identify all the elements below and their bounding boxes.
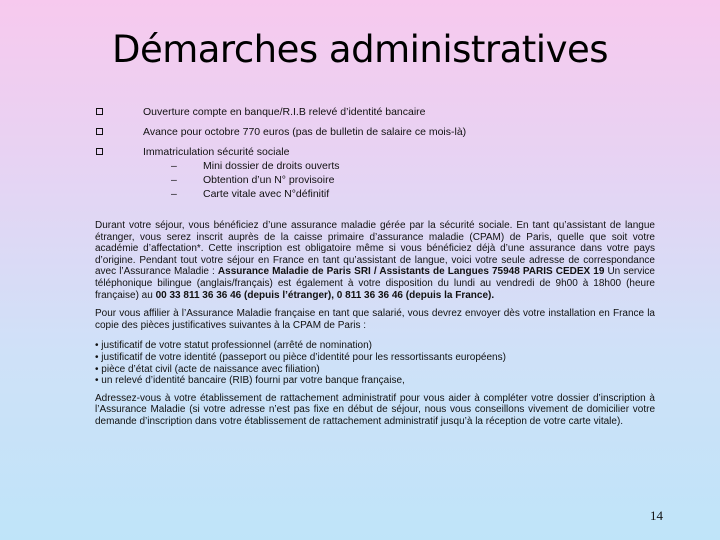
- cpam-address: Assurance Maladie de Paris SRI / Assistants de Langues 75948 PARIS CEDEX 19: [217, 266, 605, 278]
- page-number: 14: [650, 508, 663, 523]
- dash-bullet: –: [171, 160, 177, 172]
- checklist-item-label: Avance pour octobre 770 euros (pas de bulletin de salaire ce mois-là): [143, 126, 467, 138]
- checklist-item-social-security: [96, 146, 656, 159]
- list-item: • justificatif de votre identité (passeport ou pièce d’identité pour les ressortissants européens): [95, 351, 506, 363]
- guidance-paragraph: Adressez-vous à votre établissement de rattachement administratif pour vous aider à compléter votre dossier d’inscription à l’Assurance Maladie (si votre adresse n’est pas fixe en début de séjour, nous vous conseillons vivement de domicilier votre demande d’inscription dans votre établissement de rattachement administratif jusqu’à la réception de votre carte vitale).: [95, 392, 655, 427]
- checklist-item-advance: [96, 126, 656, 139]
- sub-item-label: Obtention d’un N° provisoire: [203, 174, 335, 186]
- page-title: Démarches administratives: [111, 28, 609, 71]
- list-item: • un relevé d’identité bancaire (RIB) fourni par votre banque française,: [95, 375, 405, 387]
- checkbox-bullet-icon: [96, 108, 103, 115]
- phone-numbers: 00 33 811 36 36 46 (depuis l’étranger), 0 811 36 36 46 (depuis la France).: [155, 289, 495, 301]
- sub-item: [96, 187, 656, 201]
- affiliation-paragraph: Pour vous affilier à l’Assurance Maladie française en tant que salarié, vous devrez envoyer dès votre installation en France la copie des pièces justificatives suivantes à la CPAM de Paris :: [95, 308, 655, 331]
- body-text: [95, 220, 655, 428]
- list-item: • pièce d’état civil (acte de naissance avec filiation): [95, 363, 320, 375]
- sub-item-label: Mini dossier de droits ouverts: [203, 160, 340, 172]
- checklist: [96, 106, 656, 201]
- checkbox-bullet-icon: [96, 148, 103, 155]
- checklist-item-bank: [96, 106, 656, 119]
- dash-bullet: –: [171, 174, 177, 186]
- checklist-item-label: Ouverture compte en banque/R.I.B relevé d’identité bancaire: [143, 106, 426, 118]
- dash-bullet: –: [171, 188, 177, 200]
- list-item: • justificatif de votre statut professionnel (arrêté de nomination): [95, 340, 372, 352]
- sub-item-label: Carte vitale avec N°définitif: [203, 188, 330, 200]
- sub-item: [96, 173, 656, 187]
- checklist-item-label: Immatriculation sécurité sociale: [143, 146, 290, 158]
- documents-list: [95, 340, 655, 386]
- sub-item: [96, 159, 656, 173]
- insurance-paragraph: Durant votre séjour, vous bénéficiez d’une assurance maladie gérée par la sécurité sociale. En tant qu’assistant de langue étranger, vous serez inscrit auprès de la caisse primaire d’assurance maladie (CPAM) de Paris, quelle que soit votre académie d’affectation*. Cette inscription est obligatoire même si vous bénéficiez déjà d’une assurance dans votre pays d’origine. Pendant tout votre séjour en France en tant qu’assistant de langue, voici votre seule adresse de correspondance avec l’Assurance Maladie : Assurance Maladie de Paris SRI / Assistants de Langues 75948 PARIS CEDEX 19 Un service téléphonique bilingue (anglais/français) est également à votre disposition du lundi au vendredi de 9h00 à 18h00 (heure française) au 00 33 811 36 36 46 (depuis l’étranger), 0 811 36 36 46 (depuis la France).: [95, 220, 655, 301]
- checkbox-bullet-icon: [96, 128, 103, 135]
